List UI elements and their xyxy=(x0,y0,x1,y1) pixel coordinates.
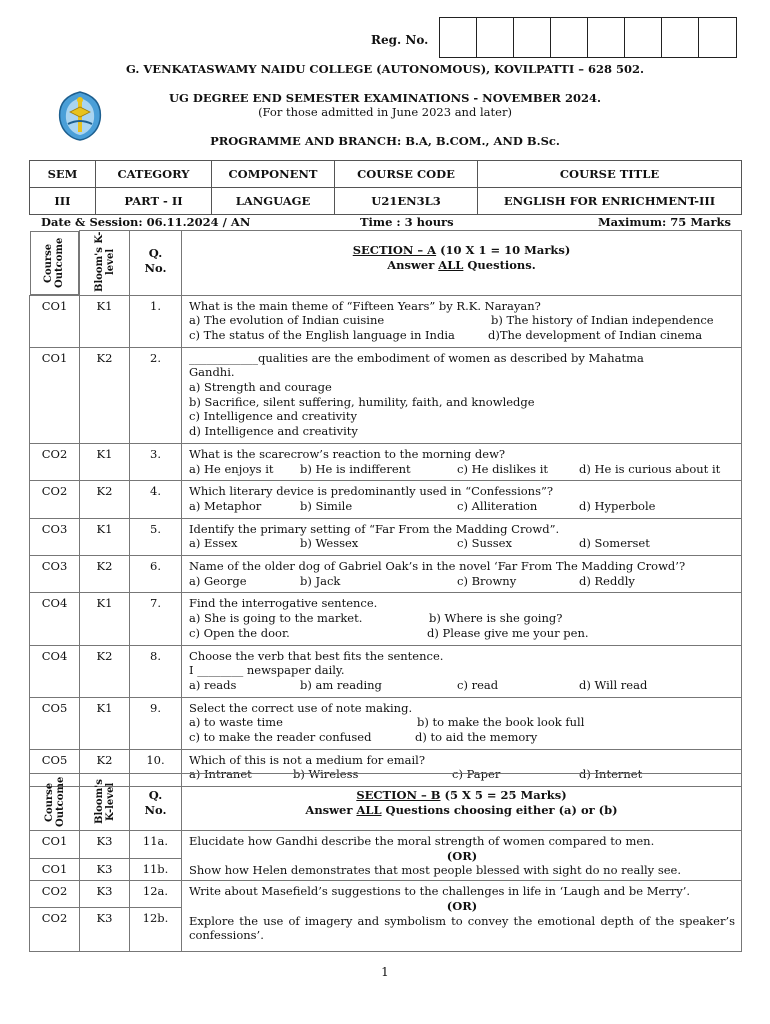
option-d: d) Somerset xyxy=(579,536,650,551)
question-number: 6. xyxy=(130,556,182,593)
question-text: Name of the older dog of Gabriel Oak’s in the novel ‘Far From The Madding Crowd’? xyxy=(189,559,686,574)
question-number: 11a. xyxy=(130,831,182,859)
question-body xyxy=(182,881,742,952)
k-level: K2 xyxy=(80,481,130,518)
section-b-heading: SECTION – B xyxy=(356,788,441,802)
option-c: c) Open the door. xyxy=(189,625,290,640)
option-d: d) Will read xyxy=(579,677,648,692)
question-row xyxy=(30,831,742,859)
k-level: K1 xyxy=(80,697,130,749)
course-outcome: CO5 xyxy=(30,749,80,786)
question-row xyxy=(30,593,742,645)
course-info-value-row xyxy=(30,188,742,215)
section-b-table xyxy=(29,773,742,952)
k-level-label: Bloom's K-level xyxy=(93,231,116,293)
k-level-head-cell xyxy=(80,774,130,831)
q-no-head xyxy=(130,774,182,831)
course-outcome: CO2 xyxy=(30,443,80,480)
course-outcome: CO3 xyxy=(30,556,80,593)
question-text: Choose the verb that best fits the sentence. xyxy=(189,648,444,663)
course-outcome: CO4 xyxy=(30,645,80,697)
question-text: Write about Masefield’s suggestions to the challenges in life in ‘Laugh and be Merry’. xyxy=(189,884,691,899)
k-level: K3 xyxy=(80,831,130,859)
course-outcome-head xyxy=(30,231,80,295)
section-b-title xyxy=(182,774,741,818)
question-row xyxy=(30,697,742,749)
reg-no-box[interactable] xyxy=(662,18,699,57)
question-body xyxy=(182,593,742,645)
college-name: G. VENKATASWAMY NAIDU COLLEGE (AUTONOMOUS), KOVILPATTI – 628 502. xyxy=(125,62,645,76)
option-a: a) Essex xyxy=(189,536,238,551)
question-body xyxy=(182,518,742,555)
exam-title: UG DEGREE END SEMESTER EXAMINATIONS - NOVEMBER 2024. xyxy=(169,91,601,105)
question-row xyxy=(30,347,742,443)
option-c: c) Intelligence and creativity xyxy=(189,409,357,424)
option-b: b) He is indifferent xyxy=(300,461,411,476)
question-body xyxy=(182,347,742,443)
course-outcome: CO2 xyxy=(30,481,80,518)
section-b-header-row xyxy=(30,774,742,831)
category-header: CATEGORY xyxy=(96,161,212,188)
option-b: b) Wessex xyxy=(300,536,359,551)
option-d: d) Intelligence and creativity xyxy=(189,424,358,439)
question-body xyxy=(182,295,742,347)
option-a: a) The evolution of Indian cuisine xyxy=(189,313,385,328)
question-text: What is the scarecrow’s reaction to the morning dew? xyxy=(189,446,506,461)
question-row xyxy=(30,556,742,593)
course-outcome-label: Course Outcome xyxy=(43,776,66,828)
sem-header: SEM xyxy=(30,161,96,188)
question-row xyxy=(30,645,742,697)
option-c: c) Alliteration xyxy=(457,498,538,513)
question-text: Show how Helen demonstrates that most people blessed with sight do no really see. xyxy=(189,863,682,878)
section-a-title xyxy=(182,231,741,273)
option-d: d) Hyperbole xyxy=(579,498,656,513)
option-d: d)The development of Indian cinema xyxy=(488,327,703,342)
question-body xyxy=(182,481,742,518)
question-text: Select the correct use of note making. xyxy=(189,700,413,715)
option-a: a) Intranet xyxy=(189,767,252,782)
course-outcome: CO1 xyxy=(30,347,80,443)
section-a-heading: SECTION – A xyxy=(352,243,437,257)
question-row xyxy=(30,881,742,908)
maximum-marks: Maximum: 75 Marks xyxy=(597,215,731,229)
course-code-value: U21EN3L3 xyxy=(335,188,478,215)
section-b-instr-pre: Answer xyxy=(305,803,357,817)
question-text: What is the main theme of “Fifteen Years” by R.K. Narayan? xyxy=(189,298,541,313)
question-number: 10. xyxy=(130,749,182,786)
course-outcome-label: Course Outcome xyxy=(43,237,66,288)
k-level: K3 xyxy=(80,907,130,951)
option-b: b) Wireless xyxy=(293,767,359,782)
option-d: d) Reddly xyxy=(579,573,635,588)
section-a-header-row xyxy=(30,231,742,296)
option-a: a) Strength and courage xyxy=(189,380,332,395)
reg-no-boxes[interactable] xyxy=(439,17,737,58)
question-text: Which of this is not a medium for email? xyxy=(189,752,425,767)
question-number: 1. xyxy=(130,295,182,347)
option-b: b) Where is she going? xyxy=(429,611,563,626)
option-a: a) He enjoys it xyxy=(189,461,274,476)
k-level-label: Bloom's K-level xyxy=(93,779,116,825)
question-number: 12a. xyxy=(130,881,182,908)
course-code-header: COURSE CODE xyxy=(335,161,478,188)
course-outcome-head xyxy=(30,774,80,831)
k-level: K2 xyxy=(80,645,130,697)
section-a-instr-all: ALL xyxy=(438,258,464,272)
section-b-title-cell xyxy=(182,774,742,831)
date-session: Date & Session: 06.11.2024 / AN xyxy=(41,215,251,229)
section-b-marks: (5 X 5 = 25 Marks) xyxy=(440,788,567,802)
question-number: 4. xyxy=(130,481,182,518)
course-outcome: CO2 xyxy=(30,907,80,951)
course-title-value: ENGLISH FOR ENRICHMENT-III xyxy=(478,188,742,215)
k-level: K2 xyxy=(80,347,130,443)
course-outcome: CO4 xyxy=(30,593,80,645)
option-b: b) am reading xyxy=(300,677,382,692)
question-text: Explore the use of imagery and symbolism to convey the emotional depth of the speaker’s confessions’. xyxy=(189,913,735,943)
admission-note: (For those admitted in June 2023 and later) xyxy=(258,105,512,119)
question-number: 11b. xyxy=(130,859,182,881)
option-d: d) He is curious about it xyxy=(579,461,721,476)
page-number: 1 xyxy=(381,965,389,979)
question-number: 12b. xyxy=(130,907,182,951)
section-a-title-cell xyxy=(182,231,742,296)
question-text: ____________qualities are the embodiment of women as described by Mahatma Gandhi. xyxy=(189,350,644,380)
section-b-instr-all: ALL xyxy=(356,803,382,817)
k-level: K2 xyxy=(80,556,130,593)
course-title-header: COURSE TITLE xyxy=(478,161,742,188)
question-body xyxy=(182,443,742,480)
sem-value: III xyxy=(30,188,96,215)
question-text: Identify the primary setting of “Far From the Madding Crowd”. xyxy=(189,521,560,536)
question-row xyxy=(30,295,742,347)
option-b: b) The history of Indian independence xyxy=(491,313,714,328)
reg-no-box[interactable] xyxy=(588,18,625,57)
option-a: a) reads xyxy=(189,677,237,692)
reg-no-box[interactable] xyxy=(699,18,736,57)
k-level: K3 xyxy=(80,881,130,908)
option-c: c) to make the reader confused xyxy=(189,730,372,745)
option-b: b) Jack xyxy=(300,573,341,588)
category-value: PART - II xyxy=(96,188,212,215)
k-level: K1 xyxy=(80,295,130,347)
k-level: K1 xyxy=(80,593,130,645)
course-outcome: CO1 xyxy=(30,831,80,859)
option-a: a) George xyxy=(189,573,247,588)
question-body xyxy=(182,697,742,749)
option-b: b) Sacrifice, silent suffering, humility, faith, and knowledge xyxy=(189,394,535,409)
reg-no-box[interactable] xyxy=(625,18,662,57)
reg-no-box[interactable] xyxy=(551,18,588,57)
k-level: K1 xyxy=(80,518,130,555)
course-outcome: CO1 xyxy=(30,295,80,347)
option-b: b) Simile xyxy=(300,498,353,513)
question-row xyxy=(30,481,742,518)
question-text: Elucidate how Gandhi describe the moral strength of women compared to men. xyxy=(189,834,655,848)
option-d: d) Internet xyxy=(579,767,643,782)
q-no-label: Q. No. xyxy=(144,246,167,275)
option-c: c) The status of the English language in India xyxy=(189,327,455,342)
question-body xyxy=(182,556,742,593)
programme-branch: PROGRAMME AND BRANCH: B.A, B.COM., AND B.Sc. xyxy=(210,134,560,148)
option-c: c) read xyxy=(457,677,499,692)
reg-no-box[interactable] xyxy=(477,18,514,57)
q-no-head xyxy=(130,231,182,296)
k-level: K1 xyxy=(80,443,130,480)
question-body xyxy=(182,645,742,697)
section-a-instr-post: Questions. xyxy=(463,258,536,272)
question-number: 5. xyxy=(130,518,182,555)
section-a-table xyxy=(29,230,742,787)
question-number: 8. xyxy=(130,645,182,697)
section-b-instr-post: Questions choosing either (a) or (b) xyxy=(381,803,618,817)
question-number: 9. xyxy=(130,697,182,749)
course-outcome: CO5 xyxy=(30,697,80,749)
option-a: a) to waste time xyxy=(189,715,283,730)
question-row xyxy=(30,443,742,480)
or-separator: (OR) xyxy=(446,898,478,913)
section-a-instr-pre: Answer xyxy=(387,258,439,272)
course-outcome: CO2 xyxy=(30,881,80,908)
question-text: Find the interrogative sentence. xyxy=(189,596,378,611)
k-level-head-cell xyxy=(80,231,130,296)
option-c: c) Browny xyxy=(457,573,517,588)
question-row xyxy=(30,518,742,555)
option-c: c) He dislikes it xyxy=(457,461,549,476)
question-sentence: I ________ newspaper daily. xyxy=(189,663,345,678)
component-value: LANGUAGE xyxy=(212,188,335,215)
or-separator: (OR) xyxy=(446,848,478,863)
course-outcome: CO3 xyxy=(30,518,80,555)
question-number: 3. xyxy=(130,443,182,480)
reg-no-box[interactable] xyxy=(514,18,551,57)
option-a: a) Metaphor xyxy=(189,498,262,513)
option-d: d) Please give me your pen. xyxy=(427,625,589,640)
option-b: b) to make the book look full xyxy=(417,715,585,730)
option-c: c) Paper xyxy=(452,767,501,782)
course-outcome: CO1 xyxy=(30,859,80,881)
q-no-label: Q. No. xyxy=(144,788,167,817)
course-info-table xyxy=(29,160,742,215)
option-d: d) to aid the memory xyxy=(415,730,538,745)
reg-no-label: Reg. No. xyxy=(371,33,429,47)
question-number: 7. xyxy=(130,593,182,645)
reg-no-box[interactable] xyxy=(440,18,477,57)
k-level: K2 xyxy=(80,749,130,786)
question-body xyxy=(182,831,742,881)
option-a: a) She is going to the market. xyxy=(189,611,363,626)
question-text: Which literary device is predominantly used in “Confessions”? xyxy=(189,484,554,499)
time-allowed: Time : 3 hours xyxy=(360,215,454,229)
question-number: 2. xyxy=(130,347,182,443)
k-level: K3 xyxy=(80,859,130,881)
option-c: c) Sussex xyxy=(457,536,512,551)
component-header: COMPONENT xyxy=(212,161,335,188)
course-info-header-row xyxy=(30,161,742,188)
section-a-marks: (10 X 1 = 10 Marks) xyxy=(436,243,571,257)
